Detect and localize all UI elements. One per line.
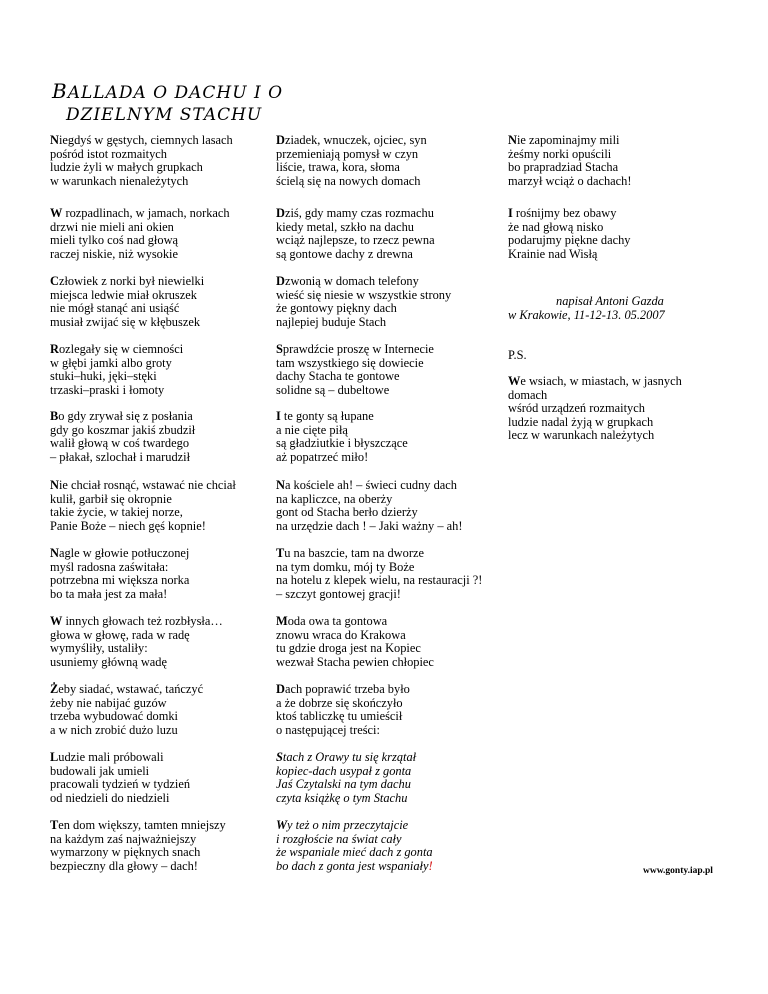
poem-line: kulił, garbił się okropnie	[50, 491, 172, 506]
poem-line: gdy go koszmar jakiś zbudził	[50, 422, 196, 437]
poem-line: Żeby siadać, wstawać, tańczyć	[50, 682, 204, 696]
poem-line: żeśmy norki opuścili	[508, 146, 612, 161]
poem-line: trzaski–praski i łomoty	[50, 382, 165, 397]
poem-line: Dziadek, wnuczek, ojciec, syn	[276, 133, 427, 147]
signature-author: napisał Antoni Gazda	[556, 294, 664, 308]
poem-line: o następującej treści:	[276, 722, 380, 737]
poem-line: pracowali tydzień w tydzień	[50, 777, 191, 792]
poem-line: Moda owa ta gontowa	[276, 614, 388, 628]
poem-line: wymarzony w pięknych snach	[50, 845, 201, 860]
stanza	[276, 547, 482, 601]
poem-line: – płakał, szlochał i marudził	[50, 449, 191, 464]
poem-line: dachy Stacha te gontowe	[276, 369, 400, 384]
poem-title	[52, 80, 283, 126]
poem-line: Niegdyś w gęstych, ciemnych lasach	[50, 133, 233, 147]
poem-line: na każdym zaś najważniejszy	[50, 831, 197, 846]
stanza	[276, 410, 408, 464]
poem-line: kopiec-dach usypał z gonta	[276, 763, 412, 778]
stanza	[508, 134, 632, 188]
poem-line: budowali jak umieli	[50, 763, 150, 778]
stanza	[50, 615, 223, 669]
poem-line: Jaś Czytalski na tym dachu	[276, 777, 411, 792]
final-exclamation: !	[428, 858, 433, 873]
poem-line: bezpieczny dla głowy – dach!	[50, 858, 198, 873]
poem-line: kiedy metal, szkło na dachu	[276, 219, 414, 234]
stanza	[276, 275, 451, 329]
poem-line: Nie chciał rosnąć, wstawać nie chciał	[50, 478, 236, 492]
poem-line: wśród urządzeń rozmaitych	[508, 401, 645, 416]
poem-line: myśl radosna zaświtała:	[50, 559, 169, 574]
poem-line: ludzie żyli w małych grupkach	[50, 160, 203, 175]
poem-line: Bo gdy zrywał się z posłania	[50, 409, 193, 423]
poem-line: Wy też o nim przeczytajcie	[276, 818, 409, 832]
poem-line: ścielą się na nowych domach	[276, 173, 421, 188]
poem-line: bo ta mała jest za mała!	[50, 586, 168, 601]
poem-line: na hotelu z klepek wielu, na restauracji ?!	[276, 573, 483, 588]
poem-line: Nagle w głowie potłuczonej	[50, 546, 190, 560]
poem-line: Rozlegały się w ciemności	[50, 342, 184, 356]
poem-line: marzył wciąż o dachach!	[508, 173, 632, 188]
author-signature	[508, 294, 665, 322]
poem-line: potrzebna mi większa norka	[50, 573, 190, 588]
poem-line: We wsiach, w miastach, w jasnych	[508, 374, 682, 388]
poem-line: Na kościele ah! – świeci cudny dach	[276, 478, 457, 492]
poem-line: I rośnijmy bez obawy	[508, 206, 617, 220]
poem-line: W rozpadlinach, w jamach, norkach	[50, 206, 230, 220]
poem-line: a w nich zrobić dużo luzu	[50, 722, 178, 737]
poem-line: wciąż najlepsze, to rzecz pewna	[276, 233, 435, 248]
poem-line: tam wszystkiego się dowiecie	[276, 355, 424, 370]
poem-line: miejsca ledwie miał okruszek	[50, 287, 197, 302]
poem-line: żeby nie nabijać guzów	[50, 695, 167, 710]
poem-line: od niedzieli do niedzieli	[50, 790, 170, 805]
poem-line: lecz w warunkach należytych	[508, 428, 655, 443]
poem-line: – szczyt gontowej gracji!	[276, 586, 401, 601]
stanza	[50, 343, 183, 397]
poem-line: W innych głowach też rozbłysła…	[50, 614, 223, 628]
poem-line: Dach poprawić trzeba było	[276, 682, 410, 696]
poem-line: Ten dom większy, tamten mniejszy	[50, 818, 226, 832]
poem-line: Nie zapominajmy mili	[508, 133, 620, 147]
stanza	[50, 683, 203, 737]
poem-line: znowu wraca do Krakowa	[276, 627, 406, 642]
poem-line: bo prapradziad Stacha	[508, 160, 619, 175]
title-line-2: DZIELNYM STACHU	[66, 105, 263, 125]
poem-line: wymyśliły, ustaliły:	[50, 641, 148, 656]
stanza	[508, 207, 631, 261]
stanza	[276, 683, 410, 737]
poem-line: Człowiek z norki był niewielki	[50, 274, 205, 288]
poem-line: podarujmy piękne dachy	[508, 233, 631, 248]
poem-line: a nie cięte piłą	[276, 422, 348, 437]
poem-line: są gładziutkie i błyszczące	[276, 436, 408, 451]
stanza	[50, 751, 190, 805]
poem-line: Dziś, gdy mamy czas rozmachu	[276, 206, 434, 220]
poem-line: pośród istot rozmaitych	[50, 146, 168, 161]
poem-line: czyta książkę o tym Stachu	[276, 790, 408, 805]
poem-line: takie życie, w takiej norze,	[50, 505, 183, 520]
poem-line: ludzie nadal żyją w grupkach	[508, 414, 654, 429]
poem-line: a że dobrze się skończyło	[276, 695, 403, 710]
poem-line: solidne są – dubeltowe	[276, 382, 390, 397]
poem-line: domach	[508, 387, 548, 402]
poem-line: przemieniają pomysł w czyn	[276, 146, 419, 161]
poem-line: i rozgłoście na świat cały	[276, 831, 402, 846]
poem-line: drzwi nie mieli ani okien	[50, 219, 174, 234]
poem-line: wieść się niesie w wszystkie strony	[276, 287, 452, 302]
stanza	[276, 615, 434, 669]
signature-place-date: w Krakowie, 11-12-13. 05.2007	[508, 308, 665, 322]
title-line-1: BALLADA O DACHU I O	[52, 79, 284, 103]
website-link[interactable]: www.gonty.iap.pl	[643, 866, 713, 876]
stanza	[276, 343, 434, 397]
stanza	[276, 134, 427, 188]
poem-line: wezwał Stacha pewien chłopiec	[276, 654, 434, 669]
stanza	[50, 479, 236, 533]
stanza	[276, 479, 462, 533]
poem-line: Krainie nad Wisłą	[508, 246, 598, 261]
poem-line: że wspaniale mieć dach z gonta	[276, 845, 433, 860]
poem-line: tu gdzie droga jest na Kopiec	[276, 641, 421, 656]
stanza	[50, 275, 204, 329]
poem-line: że gontowy piękny dach	[276, 301, 397, 316]
poem-line: najlepiej buduje Stach	[276, 314, 387, 329]
poem-line: że nad głową nisko	[508, 219, 604, 234]
poem-line: Panie Boże – niech gęś kopnie!	[50, 518, 206, 533]
poem-line: Stach z Orawy tu się krzątał	[276, 750, 417, 764]
poem-line: ktoś tabliczkę tu umieścił	[276, 709, 403, 724]
poem-line: w warunkach nienależytych	[50, 173, 189, 188]
stanza	[50, 134, 233, 188]
poem-line: liście, trawa, kora, słoma	[276, 160, 400, 175]
poem-line: raczej niskie, niż wysokie	[50, 246, 178, 261]
poem-line: mieli tylko coś nad głową	[50, 233, 179, 248]
stanza	[50, 547, 189, 601]
poem-line: na tym domku, mój ty Boże	[276, 559, 415, 574]
stanza	[276, 207, 435, 261]
poem-line: na kapliczce, na oberży	[276, 491, 393, 506]
ps-stanza	[508, 375, 682, 443]
poem-line: Dzwonią w domach telefony	[276, 274, 419, 288]
poem-line: Sprawdźcie proszę w Internecie	[276, 342, 434, 356]
stanza	[276, 751, 416, 805]
stanza	[50, 819, 226, 873]
poem-line: w głębi jamki albo groty	[50, 355, 172, 370]
poem-line: usuniemy główną wadę	[50, 654, 167, 669]
poem-line: na urzędzie dach ! – Jaki ważny – ah!	[276, 518, 463, 533]
poem-line: aż popatrzeć miło!	[276, 449, 369, 464]
poem-line: są gontowe dachy z drewna	[276, 246, 413, 261]
stanza	[50, 410, 195, 464]
poem-line: walił głową w coś twardego	[50, 436, 190, 451]
poem-line: musiał zwijać się w kłębuszek	[50, 314, 201, 329]
poem-line: bo dach z gonta jest wspaniały!	[276, 858, 433, 873]
poem-line: stuki–huki, jęki–stęki	[50, 369, 157, 384]
poem-line: głowa w głowę, rada w radę	[50, 627, 190, 642]
poem-line: I te gonty są łupane	[276, 409, 374, 423]
poem-line: Tu na baszcie, tam na dworze	[276, 546, 424, 560]
stanza	[50, 207, 230, 261]
poem-line: trzeba wybudować domki	[50, 709, 178, 724]
stanza	[276, 819, 433, 873]
poem-line: gont od Stacha berło dzierży	[276, 505, 418, 520]
poem-line: nie mógł stanąć ani usiąść	[50, 301, 180, 316]
ps-label: P.S.	[508, 348, 527, 362]
poem-line: Ludzie mali próbowali	[50, 750, 164, 764]
